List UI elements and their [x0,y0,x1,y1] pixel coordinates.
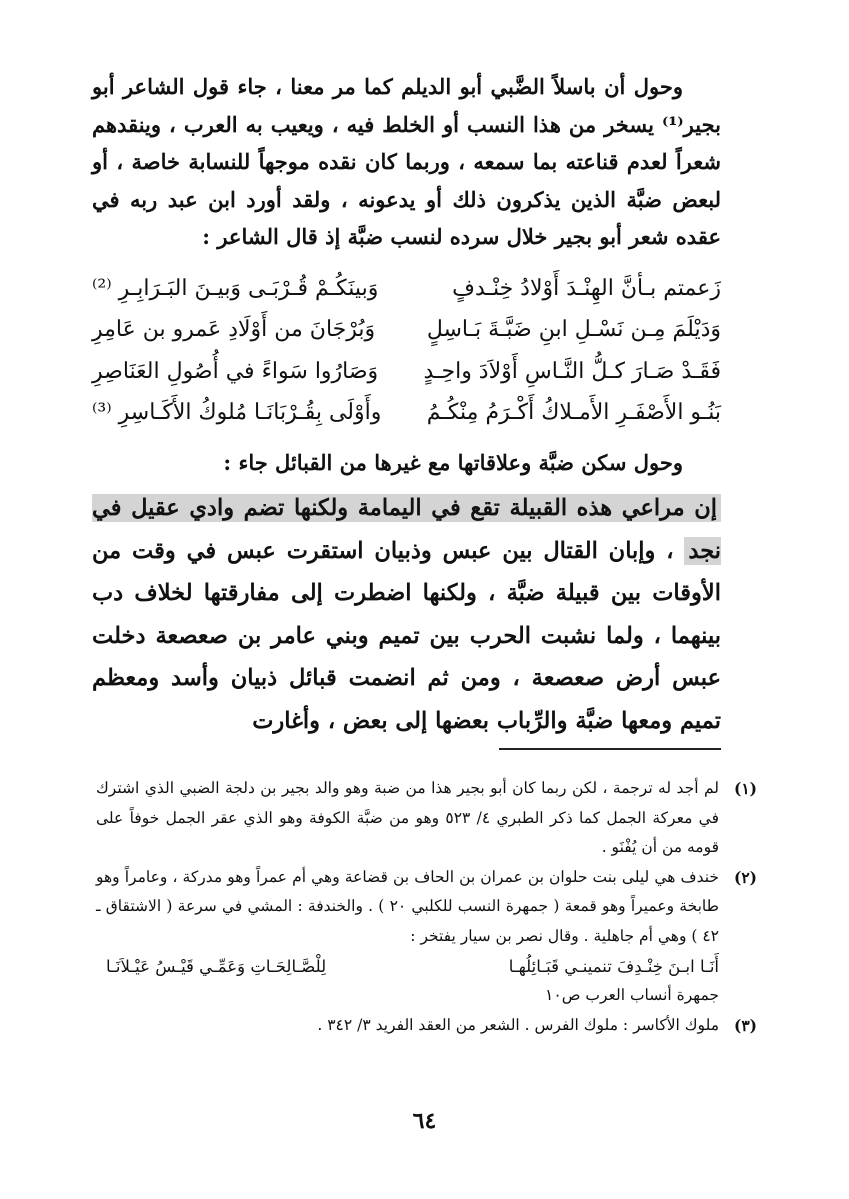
footnote-text: خندف هي ليلى بنت حلوان بن عمران بن الحاف بن قضاعة وهي أم عمراً وهو مدركة ، وعامراً وهو طابخة وعميراً وهو قمعة ( جمهرة النسب للكلبي ٢٠ ) . والخندفة : المشي في سرعة ( الاشتقاق ـ ٤٢ ) وهي أم جاهلية . وقال نصر بن سيار يفتخر : [96,867,719,945]
poem-hemistich-second: وَبُرْجَانَ من أَوْلَادِ عَمرو بن عَامِرِ [92,317,376,342]
footnote-verse-second: لِلْصَّـالِحَـاتِ وَعَمِّـي قَيْـسُ عَيْـلاَنَـا [106,956,327,976]
highlighted-text[interactable]: إن مراعي هذه القبيلة تقع في اليمامة ولكنها تضم وادي عقيل في نجد [92,495,721,564]
footnote-2 [96,863,757,1011]
footnote-number: (١) [733,779,757,798]
footnote-number: (٣) [733,1015,757,1035]
footnote-text: لم أجد له ترجمة ، لكن ربما كان أبو بجير هذا من ضبة وهو والد بجير بن دلجة الضبي الذي اشترك في معركة الجمل كما ذكر الطبري ٤/ ٥٢٣ وهو من ضبَّة الكوفة وهو الذي عقر الجمل خوفاً على قومه من أن يُفْنَو . [96,779,719,857]
footnote-text: ملوك الأكاسر : ملوك الفرس . الشعر من العقد الفريد ٣/ ٣٤٢ . [317,1015,719,1034]
poem-verse-1 [92,268,721,310]
page-number: ٦٤ [412,1108,437,1134]
intro-line: وحول سكن ضبَّة وعلاقاتها مع غيرها من القبائل جاء : [223,449,683,475]
footnotes [96,774,757,1040]
poem-hemistich-second: وَبينَكُـمْ قُـرْبَـى وَبيـنَ البَـرَابِـرِ ⁽²⁾ [92,275,379,301]
quoted-passage-rest: ، وإبان القتال بين عبس وذبيان استقرت عبس في وقت من الأوقات بين قبيلة ضبَّة ، ولكنها اضطرت إلى مفارقتها لخلاف دب بينهما ، ولما نشبت الحرب بين تميم وبني عامر بن صعصعة دخلت عبس أرض صعصعة ، ومن ثم انضمت قبائل ذبيان وأسد ومعظم تميم ومعها ضبَّة والرِّباب بعضها إلى بعض ، وأغارت [92,537,721,734]
footnote-source: جمهرة أنساب العرب ص١٠ [545,986,719,1005]
footnote-verse [96,952,719,982]
poem-hemistich-first: زَعمتم بـأنَّ الهِنْـدَ أَوْلادُ خِنْـدفٍ [452,275,721,301]
footnote-3 [96,1011,757,1041]
footnote-verse-first: أَنَـا ابـنَ خِنْـدِفَ تنمينـي قَبَـائِلُهـا [508,956,719,976]
poem [92,268,721,434]
poem-hemistich-first: فَقَـدْ صَـارَ كـلُّ النَّـاسِ أَوْلاَدَ واحِـدٍ [423,358,721,384]
paragraph-1: وحول أن باسلاً الضَّبي أبو الديلم كما مر معنا ، جاء قول الشاعر أبو بجير⁽¹⁾ يسخر من هذا النسب أو الخلط فيه ، ويعيب به العرب ، وينقدهم شعراً لعدم قناعته بما سمعه ، وربما كان نقده موجهاً للنسابة خاصة ، أو لبعض ضبَّة الذين يذكرون ذلك أو يدعونه ، ولقد أورد ابن عبد ربه في عقده شعر أبو بجير خلال سرده لنسب ضبَّة إذ قال الشاعر : [92,74,721,249]
poem-hemistich-second: وَصَارُوا سَواءً في أُصُولِ العَنَاصِرِ [92,358,379,384]
poem-hemistich-first: بَنُـو الأَصْفَـرِ الأَمـلاكُ أَكْـرَمُ مِنْكُـمُ [426,400,721,425]
poem-verse-3 [92,351,721,393]
footnote-number: (٢) [733,867,757,887]
quoted-passage [92,487,721,742]
footnote-separator [499,748,721,750]
poem-verse-4 [92,392,721,434]
footnote-1 [96,774,757,863]
poem-verse-2 [92,309,721,351]
poem-hemistich-first: وَدَيْلَمَ مِـن نَسْـلِ ابنِ ضَبَّـةَ بَـاسِلٍ [426,317,721,342]
poem-hemistich-second: وأَوْلَى بِقُـرْبَانَـا مُلوكُ الأَكَـاسِرِ ⁽³⁾ [92,400,382,425]
